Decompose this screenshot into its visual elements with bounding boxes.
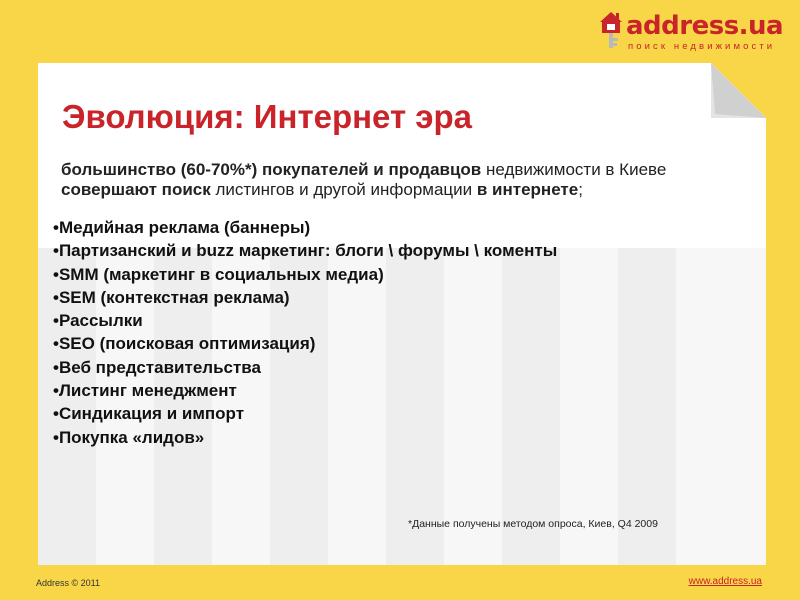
logo-tagline: поиск недвижимости [628, 41, 776, 52]
bullet-item: •Веб представительства [53, 357, 261, 377]
bullet-item: •Покупка «лидов» [53, 427, 205, 447]
bullet-item: •Листинг менеджмент [53, 381, 237, 401]
bullet-item: •Синдикация и импорт [53, 404, 245, 424]
intro-run: ; [578, 180, 583, 199]
bullet-item: •SMM (маркетинг в социальных медиа) [53, 264, 384, 284]
bullet-item: •Партизанский и buzz маркетинг: блоги \ форумы \ коменты [53, 241, 558, 261]
intro-paragraph [61, 160, 751, 200]
bullet-item: •SEM (контекстная реклама) [53, 287, 290, 307]
intro-run: совершают поиск [61, 180, 211, 199]
footnote: *Данные получены методом опроса, Киев, Q4 2009 [408, 518, 658, 530]
intro-run: большинство (60-70%*) покупателей и продавцов [61, 160, 482, 179]
website-link[interactable]: www.address.ua [688, 576, 762, 587]
intro-run: в интернете [476, 180, 579, 199]
intro-run: листингов и другой информации [210, 180, 477, 199]
bullet-item: •Медийная реклама (баннеры) [53, 218, 311, 237]
slide-title: Эволюция: Интернет эра [62, 98, 473, 135]
intro-run: недвижимости в Киеве [481, 160, 667, 179]
bullet-item: •SEO (поисковая оптимизация) [53, 334, 316, 354]
page-fold-corner [711, 63, 766, 118]
copyright-text: Address © 2011 [36, 578, 101, 588]
bullet-item: •Рассылки [53, 311, 143, 331]
logo-name: address.ua [626, 11, 784, 41]
house-pin-icon [598, 10, 626, 48]
bullet-list [53, 216, 557, 449]
brand-logo [598, 8, 794, 56]
